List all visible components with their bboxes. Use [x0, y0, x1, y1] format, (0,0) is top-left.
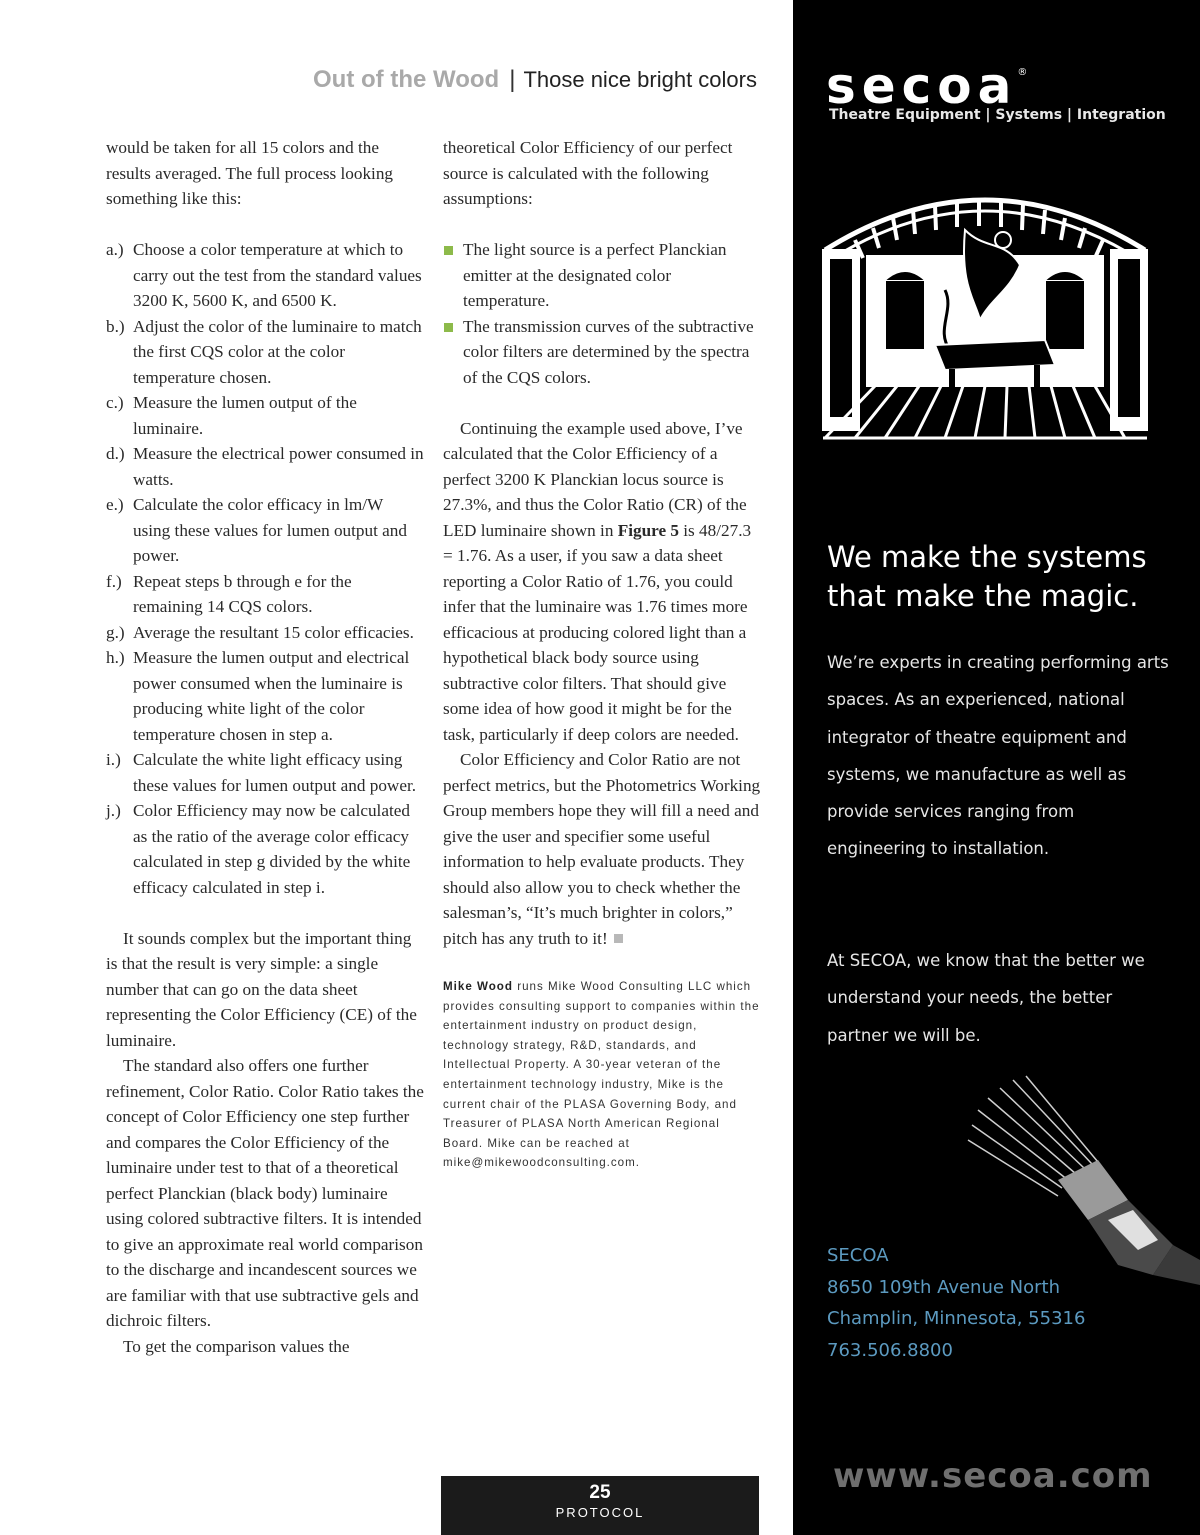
- left-paragraph-1: It sounds complex but the important thing is that the result is very simple: a single number that can go on the data sheet representing the Color Efficiency (CE) of the luminaire.: [106, 928, 417, 1050]
- green-square-bullet-icon: [444, 246, 453, 255]
- logo-wordmark: secoa: [826, 57, 1018, 115]
- publication-name: PROTOCOL: [555, 1505, 645, 1520]
- step-marker: d.): [106, 444, 125, 463]
- registered-mark: ®: [1017, 67, 1028, 78]
- secoa-logo: [826, 46, 1027, 113]
- secoa-advertisement: [793, 0, 1200, 1535]
- step-marker: c.): [106, 393, 124, 412]
- step-marker: b.): [106, 316, 125, 336]
- author-bio: [443, 977, 761, 1173]
- paragraph-text: Continuing the example used above, I’ve calculated that the Color Efficiency of a perfect 3200 K Planckian locus source is 27.3%, and thus the Color Ratio (CR) of the LED luminaire shown in: [443, 418, 747, 540]
- article-title: Those nice bright colors: [523, 67, 757, 92]
- assumptions-list: [443, 237, 761, 390]
- list-item: [106, 620, 424, 646]
- list-item: [106, 492, 424, 569]
- author-name: Mike Wood: [443, 980, 513, 993]
- address-street: 8650 109th Avenue North: [827, 1276, 1061, 1298]
- list-item: [443, 314, 761, 391]
- headline-line: that make the magic.: [827, 579, 1139, 613]
- end-of-article-icon: [614, 934, 623, 943]
- left-intro: would be taken for all 15 colors and the results averaged. The full process looking something like this:: [106, 138, 394, 208]
- headline-line: We make the systems: [827, 540, 1147, 574]
- step-marker: e.): [106, 495, 124, 514]
- theatre-stage-illustration: [815, 170, 1155, 450]
- assumption-text: The light source is a perfect Planckian emitter at the designated color temperature.: [463, 240, 727, 310]
- list-item: [106, 237, 424, 314]
- step-text: Measure the lumen output of the luminaire.: [133, 393, 357, 438]
- left-paragraph-3: To get the comparison values the: [123, 1336, 350, 1356]
- list-item: [106, 314, 424, 391]
- right-intro: theoretical Color Efficiency of our perfect source is calculated with the following assumptions:: [443, 138, 733, 208]
- green-square-bullet-icon: [444, 323, 453, 332]
- ad-headline: [827, 538, 1147, 616]
- list-item: [106, 747, 424, 798]
- left-column: [106, 135, 424, 1359]
- right-paragraph-1: [443, 416, 761, 748]
- list-item: [106, 569, 424, 620]
- figure-reference: Figure 5: [617, 520, 679, 540]
- paragraph-text: is 48/27.3 = 1.76. As a user, if you saw a data sheet reporting a Color Ratio of 1.76, you could infer that the luminaire was 1.76 times more efficacious at producing colored light than a hypothetical black body source using subtractive color filters. That should give some idea of how good it might be for the task, particularly if deep colors are needed.: [443, 520, 752, 744]
- list-item: [106, 798, 424, 900]
- page-number: 25: [589, 1482, 611, 1503]
- paragraph-text: Color Efficiency and Color Ratio are not perfect metrics, but the Photometrics Working Group members hope they will fill a need and give the user and specifier some useful information to help evaluate products. They should also allow you to check whether the salesman’s, “It’s much brighter in colors,” pitch has any truth to it!: [443, 750, 761, 948]
- ad-website-url[interactable]: www.secoa.com: [833, 1456, 1153, 1496]
- ad-address-block: [827, 1240, 1085, 1366]
- list-item: [106, 390, 424, 441]
- ad-body-text: At SECOA, we know that the better we understand your needs, the better partner we will be.: [827, 951, 1145, 1045]
- list-item: [443, 237, 761, 314]
- running-header: [313, 66, 757, 94]
- step-marker: h.): [106, 648, 125, 667]
- step-text: Average the resultant 15 color efficacies.: [133, 622, 414, 642]
- step-text: Calculate the color efficacy in lm/W using these values for lumen output and power.: [133, 495, 407, 565]
- list-item: [106, 441, 424, 492]
- assumption-text: The transmission curves of the subtractive color filters are determined by the spectra of the CQS colors.: [463, 316, 754, 387]
- page-footer: [441, 1476, 759, 1535]
- step-text: Repeat steps b through e for the remaining 14 CQS colors.: [133, 571, 352, 616]
- address-company: SECOA: [827, 1245, 889, 1266]
- step-text: Calculate the white light efficacy using these values for lumen output and power.: [133, 750, 417, 795]
- right-paragraph-2: [443, 747, 761, 951]
- step-marker: a.): [106, 240, 124, 259]
- step-text: Choose a color temperature at which to carry out the test from the standard values 3200 K, 5600 K, and 6500 K.: [133, 240, 422, 310]
- bio-text: runs Mike Wood Consulting LLC which provides consulting support to companies within the entertainment industry on product design, technology strategy, R&D, standards, and Intellectual Property. A 30-year veteran of the entertainment technology industry, Mike is the current chair of the PLASA Governing Body, and Treasurer of PLASA North American Regional Board. Mike can be reached at mike@mikewoodconsulting.com.: [443, 980, 760, 1170]
- ad-tagline: Theatre Equipment | Systems | Integration: [829, 107, 1166, 123]
- step-marker: i.): [106, 750, 121, 769]
- step-text: Color Efficiency may now be calculated as the ratio of the average color efficacy calculated in step g divided by the white efficacy calculated in step i.: [133, 801, 411, 897]
- step-marker: j.): [106, 801, 121, 820]
- list-item: [106, 645, 424, 747]
- step-text: Adjust the color of the luminaire to match the first CQS color at the color temperature chosen.: [133, 316, 422, 387]
- address-city: Champlin, Minnesota, 55316: [827, 1308, 1086, 1329]
- process-steps-list: [106, 237, 424, 900]
- step-text: Measure the electrical power consumed in watts.: [133, 444, 424, 489]
- section-name: Out of the Wood: [313, 66, 500, 93]
- address-phone: 763.506.8800: [827, 1339, 953, 1361]
- ad-body-text: We’re experts in creating performing arts spaces. As an experienced, national integrator of theatre equipment and systems, we manufacture as well as provide services ranging from engineering to installation.: [827, 653, 1169, 859]
- left-paragraph-2: The standard also offers one further refinement, Color Ratio. Color Ratio takes the concept of Color Efficiency one step further and compares the Color Efficiency of the luminaire under test to that of a theoretical perfect Planckian (black body) luminaire using colored subtractive filters. It is intended to give an approximate real world comparison to the discharge and incandescent sources we are familiar with that use subtractive gels and dichroic filters.: [106, 1056, 424, 1330]
- header-separator: |: [509, 66, 516, 93]
- right-column: [443, 135, 761, 1173]
- step-marker: g.): [106, 622, 125, 642]
- step-text: Measure the lumen output and electrical power consumed when the luminaire is producing white light of the color temperature chosen in step a.: [133, 648, 410, 744]
- step-marker: f.): [106, 571, 122, 591]
